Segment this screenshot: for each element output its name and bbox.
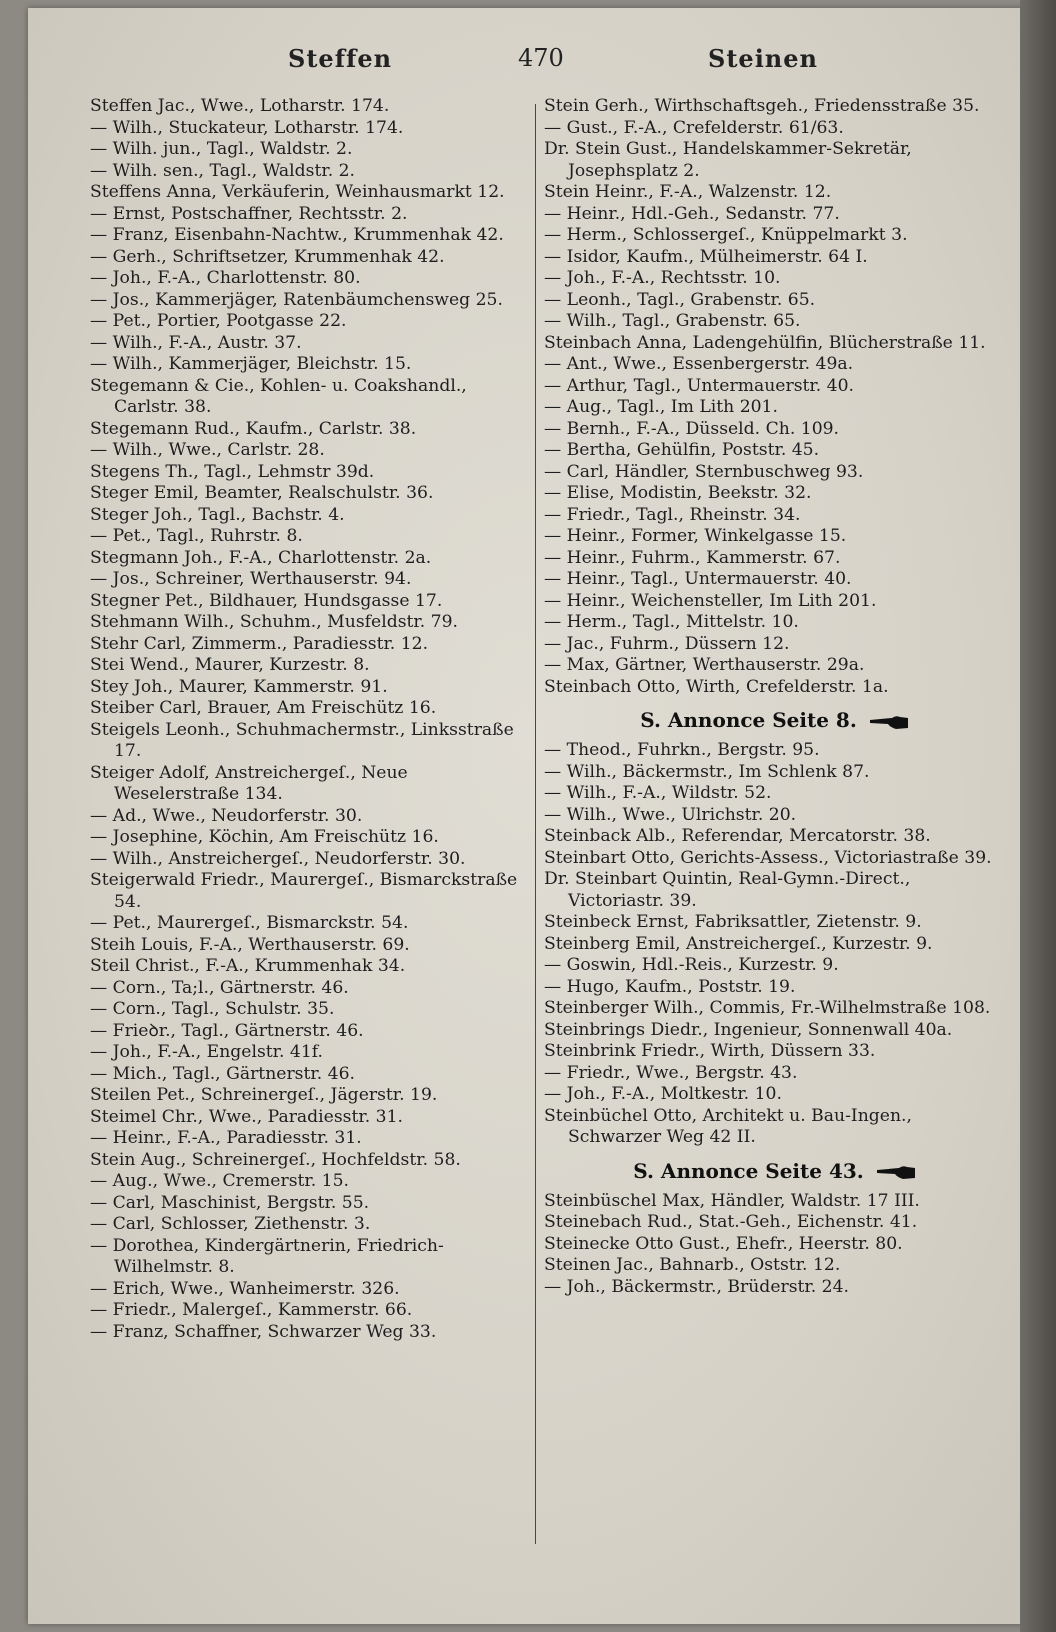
directory-entry: — Goswin, Hdl.-Reis., Kurzestr. 9. <box>544 955 839 975</box>
directory-entry: — Ant., Wwe., Essenbergerstr. 49a. <box>544 354 854 374</box>
directory-entry: — Wilh., Kammerjäger, Bleichstr. 15. <box>90 354 412 374</box>
directory-entry: — Aug., Wwe., Cremerstr. 15. <box>90 1171 350 1191</box>
right-column-section-a <box>544 96 1006 698</box>
directory-entry: — Wilh., Wwe., Ulrichstr. 20. <box>544 804 797 825</box>
directory-entry: — Wilh. sen., Tagl., Waldstr. 2. <box>90 160 356 181</box>
directory-entry: — Theod., Fuhrkn., Bergstr. 95. <box>544 740 820 760</box>
directory-entry: Steil Christ., F.-A., Krummenhak 34. <box>90 956 406 976</box>
directory-entry: — Josephine, Köchin, Am Freischütz 16. <box>90 827 439 847</box>
directory-entry: Dr. Stein Gust., Handelskammer-Sekretär, Josephsplatz 2. <box>544 139 912 181</box>
directory-entry: Steger Joh., Tagl., Bachstr. 4. <box>90 504 345 525</box>
directory-entry: Steinbrings Diedr., Ingenieur, Sonnenwall 40a. <box>544 1019 953 1040</box>
directory-entry: Stegens Th., Tagl., Lehmstr 39d. <box>90 461 375 482</box>
directory-entry: — Joh., F.-A., Rechtsstr. 10. <box>544 268 781 288</box>
directory-entry: Stegmann Joh., F.-A., Charlottenstr. 2a. <box>90 547 432 568</box>
left-column <box>90 96 530 1343</box>
page-number: 470 <box>518 44 564 72</box>
directory-page <box>28 8 1028 1624</box>
directory-entry: — Wilh., Bäckermstr., Im Schlenk 87. <box>544 761 870 782</box>
directory-entry: — Bertha, Gehülfin, Poststr. 45. <box>544 440 820 460</box>
directory-entry: — Friedr., Wwe., Bergstr. 43. <box>544 1062 798 1083</box>
directory-entry: Steinecke Otto Gust., Ehefr., Heerstr. 80. <box>544 1233 903 1254</box>
directory-entry: Steiber Carl, Brauer, Am Freischütz 16. <box>90 698 437 718</box>
directory-entry: — Aug., Tagl., Im Lith 201. <box>544 397 778 417</box>
right-column-section-b <box>544 740 1006 1149</box>
directory-entry: — Herm., Schlossergeſ., Knüppelmarkt 3. <box>544 225 908 245</box>
directory-entry: Stegner Pet., Bildhauer, Hundsgasse 17. <box>90 590 443 611</box>
advertisement-notice-2 <box>544 1157 1006 1185</box>
directory-entry: Stegemann & Cie., Kohlen- u. Coakshandl., Carlstr. 38. <box>90 375 467 417</box>
directory-entry: Steinbart Otto, Gerichts-Assess., Victoriastraße 39. <box>544 847 992 868</box>
directory-entry: Stey Joh., Maurer, Kammerstr. 91. <box>90 676 388 697</box>
header-left-name: Steffen <box>288 44 393 73</box>
directory-entry: Steinen Jac., Bahnarb., Oststr. 12. <box>544 1255 841 1275</box>
directory-entry: Steinbach Otto, Wirth, Crefelderstr. 1a. <box>544 676 889 697</box>
directory-entry: Steinbüchel Otto, Architekt u. Bau-Ingen., Schwarzer Weg 42 II. <box>544 1105 912 1147</box>
column-divider <box>535 104 536 1544</box>
directory-entry: — Heinr., Hdl.-Geh., Sedanstr. 77. <box>544 203 840 224</box>
directory-entry: — Wilh., F.-A., Wildstr. 52. <box>544 783 772 803</box>
directory-entry: — Joh., F.-A., Moltkestr. 10. <box>544 1084 782 1104</box>
directory-entry: — Heinr., Former, Winkelgasse 15. <box>544 526 847 546</box>
directory-entry: — Joh., Bäckermstr., Brüderstr. 24. <box>544 1276 850 1297</box>
directory-entry: — Pet., Tagl., Ruhrstr. 8. <box>90 526 303 546</box>
directory-entry: Steinbeck Ernst, Fabriksattler, Zietenstr. 9. <box>544 912 922 932</box>
directory-entry: — Joh., F.-A., Engelstr. 41f. <box>90 1042 324 1062</box>
page-header <box>28 44 1028 84</box>
right-column <box>544 96 1006 1298</box>
directory-entry: — Heinr., F.-A., Paradiesstr. 31. <box>90 1128 362 1148</box>
directory-entry: Steinback Alb., Referendar, Mercatorstr. 38. <box>544 826 931 846</box>
directory-entry: — Pet., Portier, Pootgasse 22. <box>90 311 347 331</box>
directory-entry: — Carl, Händler, Sternbuschweg 93. <box>544 461 864 482</box>
directory-entry: — Bernh., F.-A., Düsseld. Ch. 109. <box>544 418 840 439</box>
directory-entry: — Wilh. jun., Tagl., Waldstr. 2. <box>90 139 353 159</box>
directory-entry: — Carl, Schlosser, Ziethenstr. 3. <box>90 1214 371 1234</box>
directory-entry: — Wilh., Anstreichergeſ., Neudorferstr. 30. <box>90 848 466 869</box>
directory-entry: Steinbüschel Max, Händler, Waldstr. 17 III. <box>544 1190 920 1211</box>
pointing-hand-icon <box>877 1163 917 1181</box>
directory-entry: — Frieꝺr., Tagl., Gärtnerstr. 46. <box>90 1020 364 1041</box>
directory-entry: Steinebach Rud., Stat.-Geh., Eichenstr. 41. <box>544 1212 918 1232</box>
directory-entry: — Friedr., Tagl., Rheinstr. 34. <box>544 504 801 525</box>
directory-entry: — Jac., Fuhrm., Düssern 12. <box>544 633 790 654</box>
header-right-name: Steinen <box>708 44 818 73</box>
directory-entry: — Corn., Ta;l., Gärtnerstr. 46. <box>90 977 349 998</box>
directory-entry: Steigels Leonh., Schuhmachermstr., Linksstraße 17. <box>90 719 514 761</box>
directory-entry: — Wilh., Wwe., Carlstr. 28. <box>90 440 325 460</box>
directory-entry: — Max, Gärtner, Werthauserstr. 29a. <box>544 655 865 675</box>
directory-entry: — Franz, Schaffner, Schwarzer Weg 33. <box>90 1321 437 1342</box>
directory-entry: — Corn., Tagl., Schulstr. 35. <box>90 999 335 1019</box>
directory-entry: Steilen Pet., Schreinergeſ., Jägerstr. 19. <box>90 1085 438 1105</box>
directory-entry: — Pet., Maurergeſ., Bismarckstr. 54. <box>90 913 409 933</box>
directory-entry: — Mich., Tagl., Gärtnerstr. 46. <box>90 1063 355 1084</box>
directory-entry: Steimel Chr., Wwe., Paradiesstr. 31. <box>90 1106 403 1127</box>
directory-entry: Steffens Anna, Verkäuferin, Weinhausmarkt 12. <box>90 182 505 202</box>
directory-entry: — Elise, Modistin, Beekstr. 32. <box>544 483 812 503</box>
directory-entry: — Ad., Wwe., Neudorferstr. 30. <box>90 805 363 826</box>
directory-entry: Dr. Steinbart Quintin, Real-Gymn.-Direct., Victoriastr. 39. <box>544 869 911 911</box>
advertisement-notice-1 <box>544 706 1006 734</box>
directory-entry: — Wilh., F.-A., Austr. 37. <box>90 332 302 353</box>
directory-entry: — Wilh., Tagl., Grabenstr. 65. <box>544 311 801 331</box>
directory-entry: — Franz, Eisenbahn-Nachtw., Krummenhak 42. <box>90 225 504 245</box>
book-edge <box>1020 0 1056 1632</box>
directory-entry: Steigerwald Friedr., Maurergeſ., Bismarckstraße 54. <box>90 870 518 912</box>
directory-entry: — Wilh., Stuckateur, Lotharstr. 174. <box>90 117 404 138</box>
directory-entry: — Carl, Maschinist, Bergstr. 55. <box>90 1192 370 1213</box>
directory-entry: Steger Emil, Beamter, Realschulstr. 36. <box>90 483 434 503</box>
directory-entry: Steinberg Emil, Anstreichergeſ., Kurzestr. 9. <box>544 933 933 954</box>
directory-entry: Stein Aug., Schreinergeſ., Hochfeldstr. 58. <box>90 1149 461 1170</box>
directory-entry: Steih Louis, F.-A., Werthauserstr. 69. <box>90 934 410 955</box>
directory-entry: Steinbach Anna, Ladengehülfin, Blücherstraße 11. <box>544 332 986 353</box>
directory-entry: Stein Gerh., Wirthschaftsgeh., Friedensstraße 35. <box>544 96 980 116</box>
directory-entry: Steffen Jac., Wwe., Lotharstr. 174. <box>90 96 390 116</box>
directory-entry: — Dorothea, Kindergärtnerin, Friedrich-Wilhelmstr. 8. <box>90 1235 444 1277</box>
directory-entry: — Gerh., Schriftsetzer, Krummenhak 42. <box>90 246 445 267</box>
directory-entry: — Jos., Schreiner, Werthauserstr. 94. <box>90 569 412 589</box>
directory-entry: — Friedr., Malergeſ., Kammerstr. 66. <box>90 1300 413 1320</box>
directory-entry: — Hugo, Kaufm., Poststr. 19. <box>544 976 796 997</box>
notice-1-text: S. Annonce Seite 8. <box>640 708 857 732</box>
directory-entry: — Arthur, Tagl., Untermauerstr. 40. <box>544 375 855 396</box>
directory-entry: — Heinr., Weichensteller, Im Lith 201. <box>544 590 877 611</box>
directory-entry: — Jos., Kammerjäger, Ratenbäumchensweg 25. <box>90 289 503 310</box>
right-column-section-c <box>544 1191 1006 1299</box>
directory-entry: Steinbrink Friedr., Wirth, Düssern 33. <box>544 1041 876 1061</box>
directory-entry: — Ernst, Postschaffner, Rechtsstr. 2. <box>90 203 408 224</box>
directory-entry: Steinberger Wilh., Commis, Fr.-Wilhelmstraße 108. <box>544 998 991 1018</box>
directory-entry: — Herm., Tagl., Mittelstr. 10. <box>544 612 799 632</box>
directory-entry: Stei Wend., Maurer, Kurzestr. 8. <box>90 655 370 675</box>
directory-entry: — Isidor, Kaufm., Mülheimerstr. 64 I. <box>544 246 868 267</box>
pointing-hand-icon <box>870 713 910 731</box>
directory-entry: — Joh., F.-A., Charlottenstr. 80. <box>90 268 361 288</box>
directory-entry: Stehr Carl, Zimmerm., Paradiesstr. 12. <box>90 633 429 654</box>
directory-entry: — Leonh., Tagl., Grabenstr. 65. <box>544 289 816 310</box>
directory-entry: — Heinr., Tagl., Untermauerstr. 40. <box>544 569 852 589</box>
directory-entry: — Erich, Wwe., Wanheimerstr. 326. <box>90 1278 400 1299</box>
directory-entry: Stein Heinr., F.-A., Walzenstr. 12. <box>544 182 832 202</box>
directory-entry: — Gust., F.-A., Crefelderstr. 61/63. <box>544 117 844 138</box>
directory-entry: Stegemann Rud., Kaufm., Carlstr. 38. <box>90 418 417 439</box>
directory-entry: Steiger Adolf, Anstreichergeſ., Neue Weselerstraße 134. <box>90 762 408 804</box>
directory-entry: Stehmann Wilh., Schuhm., Musfeldstr. 79. <box>90 612 459 632</box>
notice-2-text: S. Annonce Seite 43. <box>633 1158 864 1183</box>
directory-entry: — Heinr., Fuhrm., Kammerstr. 67. <box>544 547 841 568</box>
